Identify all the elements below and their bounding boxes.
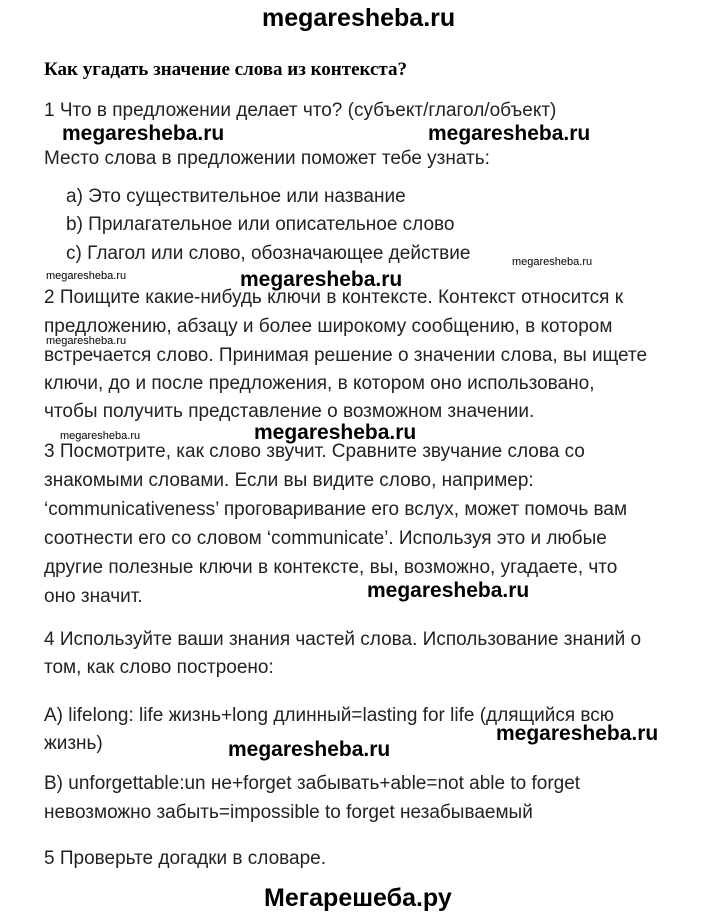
example-a-line: жизнь): [44, 733, 103, 754]
watermark: megaresheba.ru: [367, 579, 530, 602]
section1-intro: Место слова в предложении поможет тебе узнать:: [44, 148, 490, 169]
watermark: megaresheba.ru: [240, 268, 403, 291]
section3-line: ‘communicativeness’ проговаривание его вслух, может помочь вам: [44, 499, 628, 520]
watermark: megaresheba.ru: [228, 738, 391, 761]
watermark: megaresheba.ru: [46, 335, 127, 347]
section3-line: другие полезные ключи в контексте, вы, возможно, угадаете, что: [44, 557, 618, 578]
section3-line: знакомыми словами. Если вы видите слово, например:: [44, 470, 534, 491]
section2-line: предложению, абзацу и более широкому сообщению, в котором: [44, 316, 613, 337]
section5-line: 5 Проверьте догадки в словаре.: [44, 848, 327, 869]
watermark: megaresheba.ru: [62, 122, 225, 145]
section4-line: том, как слово построено:: [44, 657, 274, 678]
watermark: megaresheba.ru: [512, 256, 593, 268]
page-title: Как угадать значение слова из контекста?: [44, 59, 407, 80]
watermark: megaresheba.ru: [254, 421, 417, 444]
section4-line: 4 Используйте ваши знания частей слова. Использование знаний о: [44, 629, 642, 650]
watermark: megaresheba.ru: [46, 270, 127, 282]
section2-line: ключи, до и после предложения, в котором оно использовано,: [44, 373, 595, 394]
section1-option-a: a) Это существительное или название: [66, 186, 406, 207]
section2-line: 2 Поищите какие-нибудь ключи в контексте. Контекст относится к: [44, 287, 624, 308]
header-watermark: megaresheba.ru: [262, 4, 456, 32]
section1-option-c: c) Глагол или слово, обозначающее действие: [66, 243, 471, 264]
watermark: megaresheba.ru: [60, 430, 141, 442]
example-b-line: B) unforgettable:un не+forget забывать+able=not able to forget: [44, 773, 581, 794]
section3-line: 3 Посмотрите, как слово звучит. Сравните звучание слова со: [44, 441, 585, 462]
example-b-line: невозможно забыть=impossible to forget незабываемый: [44, 802, 533, 823]
watermark: megaresheba.ru: [428, 122, 591, 145]
example-a-line: A) lifelong: life жизнь+long длинный=lasting for life (длящийся всю: [44, 705, 615, 726]
section3-line: соотнести его со словом ‘communicate’. Используя это и любые: [44, 528, 607, 549]
section1-question: 1 Что в предложении делает что? (субъект/глагол/объект): [44, 100, 557, 121]
section2-line: чтобы получить представление о возможном значении.: [44, 401, 535, 422]
watermark: megaresheba.ru: [496, 722, 659, 745]
section1-option-b: b) Прилагательное или описательное слово: [66, 214, 455, 235]
section2-line: встречается слово. Принимая решение о значении слова, вы ищете: [44, 345, 648, 366]
footer-watermark: Мегарешеба.ру: [264, 884, 452, 912]
section3-line: оно значит.: [44, 586, 143, 607]
